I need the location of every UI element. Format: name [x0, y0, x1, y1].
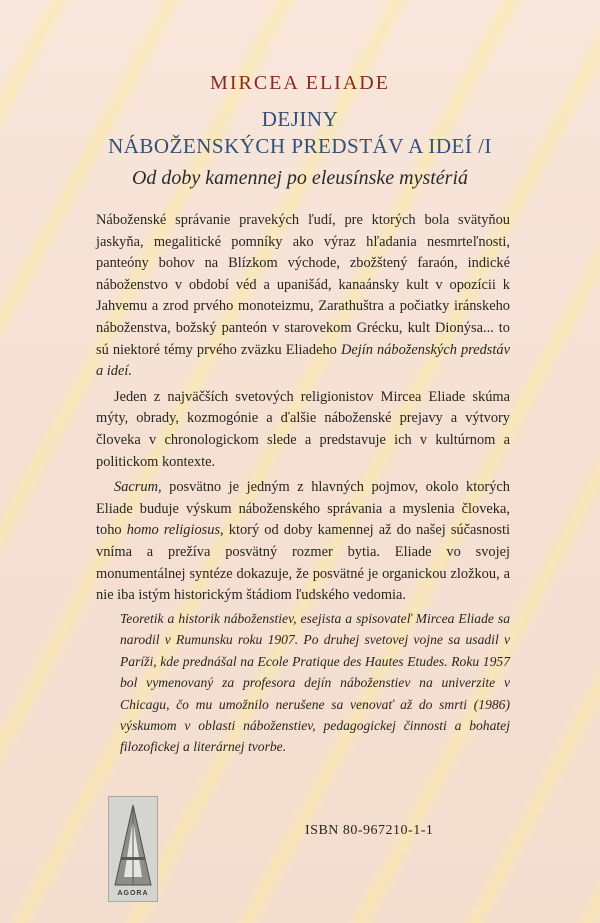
isbn: ISBN 80-967210-1-1 — [305, 823, 434, 838]
blurb-paragraph-3 — [96, 477, 510, 607]
book-title-line-2: NÁBOŽENSKÝCH PREDSTÁV A IDEÍ /I — [108, 134, 492, 158]
blurb-p3-text-1: posvätno je jedným z hlavných pojmov, okolo ktorých Eliade buduje výskum náboženského správania a myslenia človeka, toho — [96, 479, 510, 539]
blurb-p3-text-2: ktorý od doby kamennej až do našej súčasnosti vníma a prežíva posvätný rozmer bytia. Eliade vo svojej monumentálnej syntéze dokazuje, že posvätné je organickou zložkou, a nie iba istým historickým štádiom ľudského vedomia. — [96, 522, 510, 604]
blurb-p3-homo-religiosus: homo religiosus, — [126, 522, 224, 539]
blurb — [96, 210, 510, 607]
book-title-line-1: DEJINY — [261, 107, 339, 131]
blurb-paragraph-2: Jeden z najväčších svetových religionistov Mircea Eliade skúma mýty, obrady, kozmogónie a ďalšie náboženské prejavy a výtvory človeka v chronologickom slede a predstavuje ich v kultúrnom a politickom kontexte. — [96, 388, 510, 470]
publisher-logo — [108, 796, 158, 902]
agora-a-icon — [109, 797, 157, 901]
publisher-logo-text: AGORA — [117, 890, 149, 897]
blurb-p3-sacrum: Sacrum, — [114, 479, 162, 496]
blurb-p1-text: Náboženské správanie pravekých ľudí, pre ktorých bola svätyňou jaskyňa, megalitické pomníky ako výraz hľadania nesmrteľnosti, panteóny bohov na Blízkom východe, zbožštený faraón, indické náboženstvo v období véd a upanišád, kanaánsky kult v opozícii k Jahvemu a zrod prvého monoteizmu, Zarathuštra a počiatky iránskeho náboženstva, božský panteón v starovekom Grécku, kult Dionýsa... to sú niektoré témy prvého zväzku Eliadeho — [96, 212, 510, 358]
author-bio: Teoretik a historik náboženstiev, esejista a spisovateľ Mircea Eliade sa narodil v Rumunsku roku 1907. Po druhej svetovej vojne sa usadil v Paríži, kde prednášal na Ecole Pratique des Hautes Etudes. Roku 1957 bol vymenovaný za profesora dejín náboženstiev na univerzite v Chicagu, čo mu umožnilo nerušene sa venovať až do smrti (1986) výskumom v oblasti náboženstiev, pedagogickej činnosti a bohatej filozofickej a literárnej tvorbe. — [120, 611, 510, 755]
author-name: MIRCEA ELIADE — [210, 72, 390, 94]
book-subtitle: Od doby kamennej po eleusínske mystériá — [131, 167, 468, 189]
blurb-p1-book-title: Dejín náboženských predstáv a ideí. — [96, 341, 510, 380]
blurb-paragraph-1 — [96, 210, 510, 383]
